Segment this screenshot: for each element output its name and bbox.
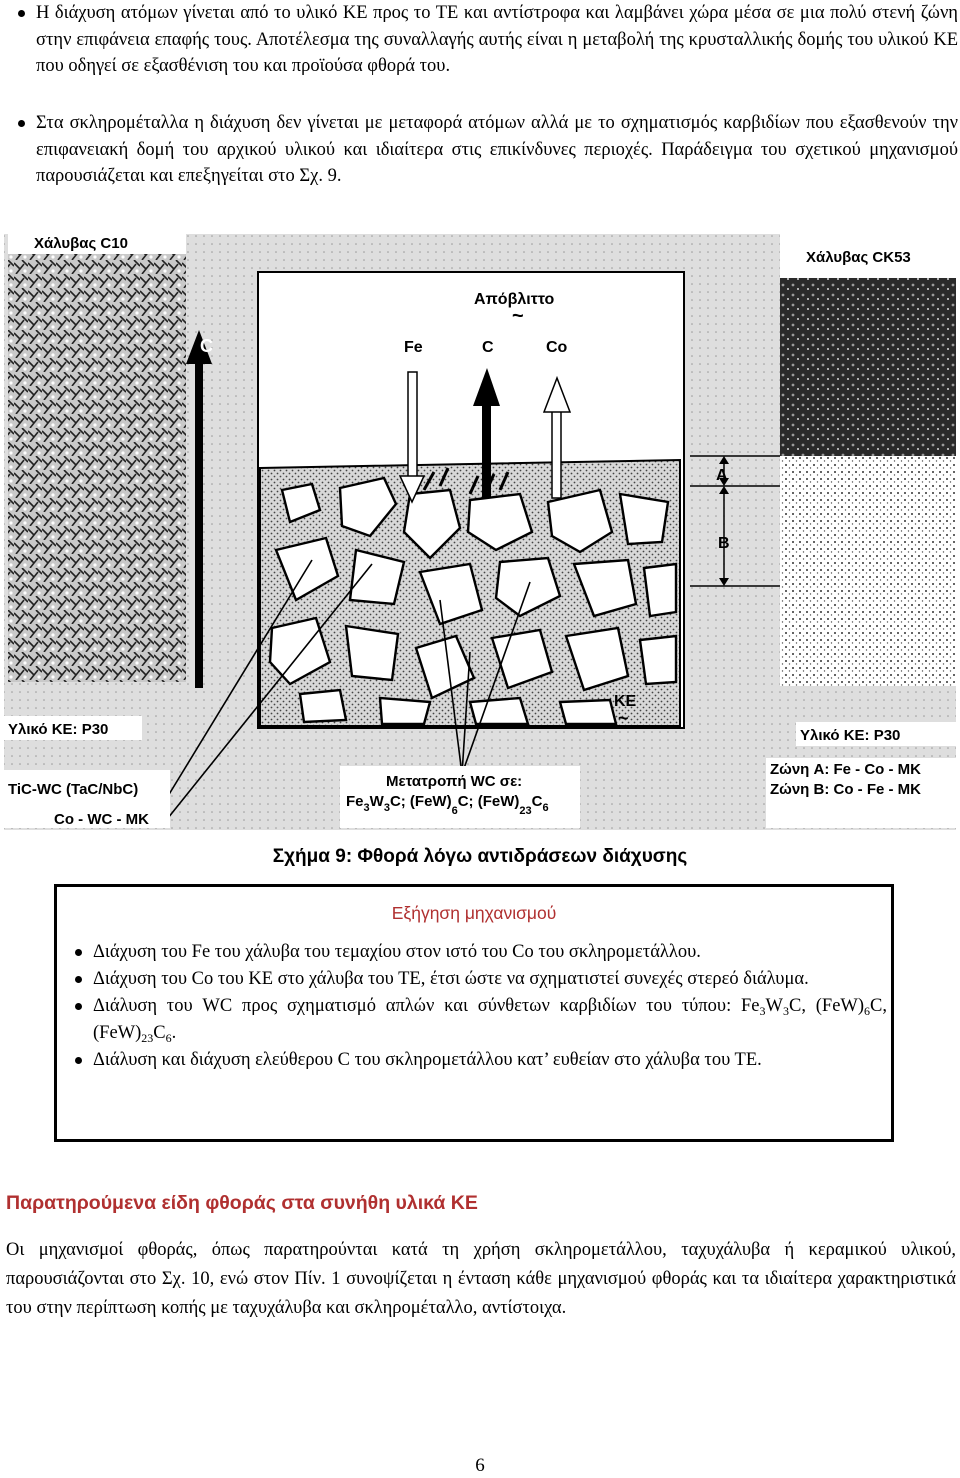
label-material-left: Υλικό ΚΕ: P30 [8, 721, 109, 738]
bullet-dot [75, 976, 82, 983]
bullet-dot [18, 10, 25, 17]
explanation-title: Εξήγηση μηχανισμού [391, 903, 557, 923]
label-fe: Fe [404, 339, 423, 356]
label-zone-b-text: Ζώνη B: Co - Fe - MK [770, 781, 921, 798]
label-arrow-c: C [200, 336, 213, 356]
explanation-item [71, 939, 887, 966]
chip-tilde: ~ [512, 305, 524, 327]
label-phase-1: TiC-WC (TaC/NbC) [8, 781, 139, 798]
diffusion-diagram [0, 232, 960, 832]
label-steel-right: Χάλυβας CK53 [806, 249, 911, 266]
explanation-box [54, 884, 894, 1142]
label-steel-left: Χάλυβας C10 [34, 235, 128, 252]
micrograph-right-bottom [780, 456, 956, 686]
bullet-dot [75, 949, 82, 956]
bullet-item [0, 0, 960, 80]
label-material-right: Υλικό ΚΕ: P30 [800, 727, 901, 744]
bullet-dot [75, 1003, 82, 1010]
label-chip: Απόβλιττο [474, 291, 555, 308]
bullet-item [0, 110, 960, 190]
label-zone-a: A [716, 467, 728, 484]
explanation-text: Διάχυση του Co του ΚΕ στο χάλυβα του ΤΕ, έτσι ώστε να σχηματιστεί συνεχές στερεό διάλυμα. [93, 969, 809, 989]
bullet-text: Στα σκληρομέταλλα η διάχυση δεν γίνεται με μεταφορά ατόμων αλλά με το σχηματισμός καρβιδίων που εξασθενούν την επιφανειακή δομή του αρχικού υλικού και ιδιαίτερα στις επικίνδυνες περιοχές. Παράδειγμα του σχετικού μηχανισμού παρουσιάζεται και επεξηγείται στο Σχ. 9. [36, 113, 958, 186]
explanation-item [71, 993, 887, 1047]
ke-tilde: ~ [618, 708, 629, 728]
explanation-item [71, 1047, 887, 1074]
label-co: Co [546, 339, 568, 356]
explanation-text: Διάχυση του Fe του χάλυβα του τεμαχίου στον ιστό του Co του σκληρομετάλλου. [93, 942, 701, 962]
bullet-dot [18, 120, 25, 127]
micrograph-left [8, 252, 186, 682]
body-paragraph: Οι μηχανισμοί φθοράς, όπως παρατηρούνται κατά τη χρήση σκληρομετάλλου, ταχυχάλυβα ή κεραμικού υλικού, παρουσιάζονται στο Σχ. 10, ενώ στον Πίν. 1 συνοψίζεται η ένταση κάθε μηχανισμού φθοράς και τα ιδιαίτερα χαρακτηριστικά του στην περίπτωση κοπής με ταχυχάλυβα και σκληρομέταλλο, αντίστοιχα. [6, 1240, 956, 1318]
page-number: 6 [475, 1455, 485, 1476]
explanation-text: Διάλυση του WC προς σχηματισμό απλών και σύνθετων καρβιδίων του τύπου: $Fe_3W_3C$, $(FeW)_6C$, $(FeW)_{23}C_6$. [93, 996, 888, 1045]
label-phase-2: Co - WC - MK [54, 811, 149, 828]
explanation-text: Διάλυση και διάχυση ελεύθερου C του σκληρομετάλλου κατ’ ευθείαν στο χάλυβα του ΤΕ. [93, 1050, 762, 1070]
label-c: C [482, 339, 494, 356]
figure-9 [0, 232, 960, 832]
figure-caption: Σχήμα 9: Φθορά λόγω αντιδράσεων διάχυσης [272, 846, 688, 867]
bullet-text: Η διάχυση ατόμων γίνεται από το υλικό ΚΕ προς το ΤΕ και αντίστροφα και λαμβάνει χώρα μέσα σε μια πολύ στενή ζώνη στην επιφάνεια επαφής τους. Αποτέλεσμα της συναλλαγής αυτής είναι η μεταβολή της κρυσταλλικής δομής του υλικού ΚΕ που οδηγεί σε εξασθένιση του και προϊούσα φθορά του. [36, 3, 958, 76]
bullet-dot [75, 1057, 82, 1064]
explanation-list [71, 939, 887, 1074]
label-zone-b: B [718, 535, 730, 552]
explanation-item [71, 966, 887, 993]
label-zone-a-text: Ζώνη A: Fe - Co - MK [770, 761, 921, 778]
label-conversion-title: Μετατροπή WC σε: [386, 773, 523, 790]
section-heading: Παρατηρούμενα είδη φθοράς στα συνήθη υλικά ΚΕ [6, 1192, 478, 1214]
label-ke: ΚΕ [614, 693, 637, 710]
label-conversion-formula: $Fe_3W_3C$; $(FeW)_6C$; $(FeW)_{23}C_6$ [346, 793, 549, 817]
